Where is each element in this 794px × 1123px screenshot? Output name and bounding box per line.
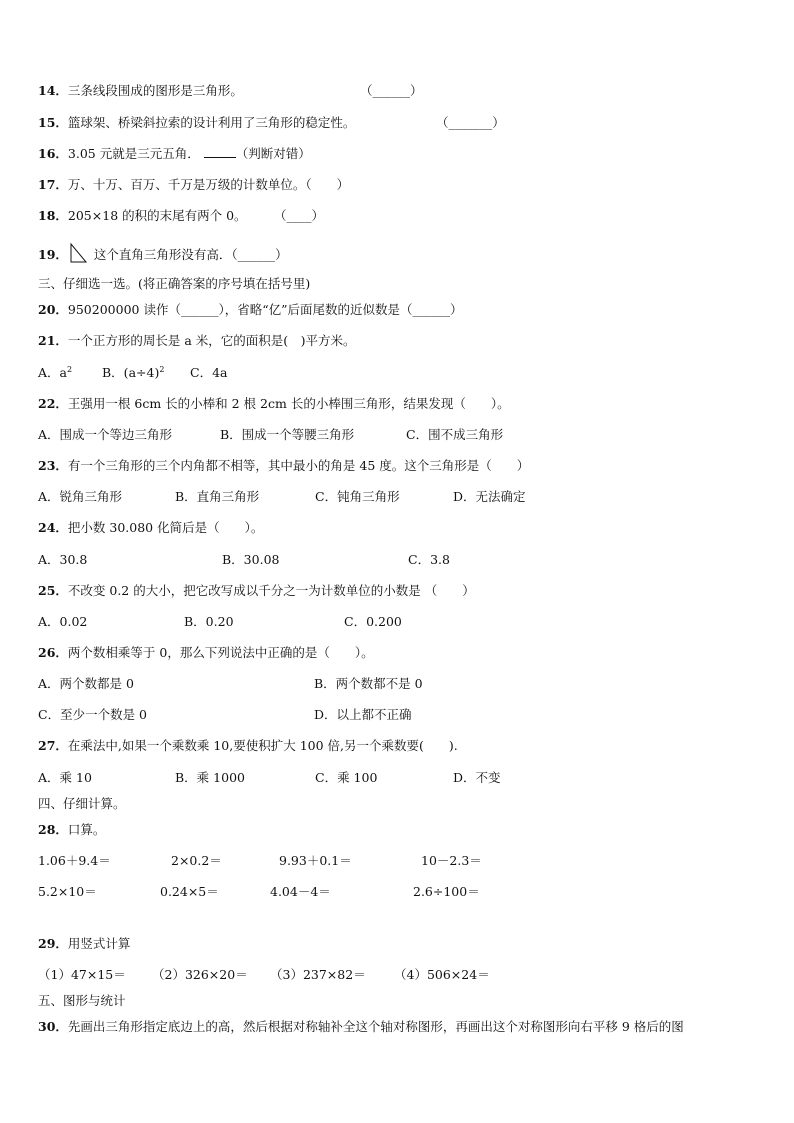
question-20: 20．950200000 读作（______），省略“亿”后面尾数的近似数是（______） (38, 302, 463, 317)
answer-paren: （_______） (436, 115, 505, 130)
answer-paren: （____） (274, 208, 325, 223)
option-a: A．锐角三角形 (38, 489, 123, 504)
option-b: B．$(a\div 4)^2$ (102, 364, 165, 380)
option-b: B．30.08 (222, 552, 280, 567)
mental-math-item: 2.6÷100＝ (413, 884, 480, 899)
question-24: 24．把小数 30.080 化简后是（ ）。 (38, 520, 264, 535)
question-17: 17．万、十万、百万、千万是万级的计数单位。（ ） (38, 177, 350, 192)
option-c: C．钝角三角形 (315, 489, 400, 504)
question-29: 29．用竖式计算 (38, 936, 131, 951)
right-triangle-figure (68, 243, 88, 263)
question-28: 28．口算。 (38, 822, 106, 837)
section-3-title: 三、仔细选一选。(将正确答案的序号填在括号里) (38, 276, 311, 291)
option-b: B．乘 1000 (175, 770, 245, 785)
option-a: A．0.02 (38, 614, 88, 629)
option-a: A．两个数都是 0 (38, 676, 134, 691)
option-a: A．$a^2$ (38, 364, 73, 380)
vertical-calc-item: （1）47×15＝ (38, 967, 126, 982)
option-b: B．直角三角形 (175, 489, 260, 504)
question-21: 21．一个正方形的周长是 a 米，它的面积是( )平方米。 (38, 333, 356, 348)
question-30: 30．先画出三角形指定底边上的高，然后根据对称轴补全这个轴对称图形，再画出这个对称图形向右平移 9 格后的图 (38, 1019, 684, 1034)
mental-math-item: 10－2.3＝ (421, 853, 482, 868)
mental-math-item: 2×0.2＝ (171, 853, 222, 868)
section-5-title: 五、图形与统计 (38, 993, 126, 1008)
option-c: C．4a (190, 365, 228, 380)
mental-math-item: 1.06＋9.4＝ (38, 853, 111, 868)
mental-math-item: 5.2×10＝ (38, 884, 97, 899)
option-a: A．30.8 (38, 552, 88, 567)
option-d: D．无法确定 (453, 489, 526, 504)
option-b: B．围成一个等腰三角形 (220, 427, 355, 442)
mental-math-item: 4.04－4＝ (270, 884, 331, 899)
option-d: D．以上都不正确 (314, 707, 412, 722)
section-4-title: 四、仔细计算。 (38, 796, 126, 811)
option-c: C．0.200 (344, 614, 402, 629)
question-14: 14．三条线段围成的图形是三角形。 （______） (38, 83, 423, 98)
question-22: 22．王强用一根 6cm 长的小棒和 2 根 2cm 长的小棒围三角形，结果发现（ ）。 (38, 396, 510, 411)
mental-math-item: 0.24×5＝ (160, 884, 219, 899)
option-a: A．围成一个等边三角形 (38, 427, 173, 442)
question-18: 18．205×18 的积的末尾有两个 0。 （____） (38, 208, 325, 223)
mental-math-item: 9.93＋0.1＝ (279, 853, 352, 868)
option-b: B．0.20 (184, 614, 234, 629)
vertical-calc-item: （3）237×82＝ (270, 967, 366, 982)
question-23: 23．有一个三角形的三个内角都不相等，其中最小的角是 45 度。这个三角形是（ ） (38, 458, 530, 473)
question-19: 19． 这个直角三角形没有高．（______） (38, 243, 288, 263)
question-26: 26．两个数相乘等于 0，那么下列说法中正确的是（ ）。 (38, 645, 374, 660)
vertical-calc-item: （4）506×24＝ (394, 967, 490, 982)
option-c: C．3.8 (408, 552, 450, 567)
option-c: C．至少一个数是 0 (38, 707, 147, 722)
question-16: 16．3.05 元就是三元五角． （判断对错） (38, 146, 311, 161)
vertical-calc-item: （2）326×20＝ (152, 967, 248, 982)
question-27: 27．在乘法中,如果一个乘数乘 10,要使积扩大 100 倍,另一个乘数要( ). (38, 738, 458, 753)
answer-blank (204, 146, 236, 158)
answer-paren: （______） (360, 83, 423, 98)
option-c: C．围不成三角形 (406, 427, 504, 442)
option-c: C．乘 100 (315, 770, 378, 785)
option-b: B．两个数都不是 0 (314, 676, 423, 691)
question-25: 25．不改变 0.2 的大小，把它改写成以千分之一为计数单位的小数是 （ ） (38, 583, 475, 598)
option-d: D．不变 (453, 770, 501, 785)
option-a: A．乘 10 (38, 770, 92, 785)
question-15: 15．篮球架、桥梁斜拉索的设计利用了三角形的稳定性。 （_______） (38, 115, 505, 130)
